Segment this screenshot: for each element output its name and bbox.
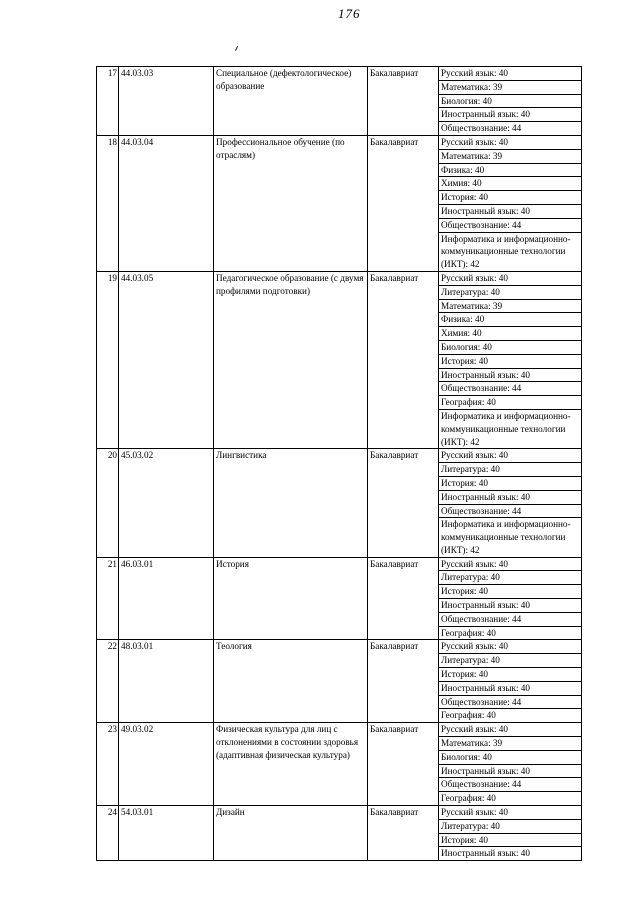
subject-min-score: Иностранный язык: 40	[439, 369, 581, 383]
program-code-cell: 54.03.01	[119, 806, 214, 861]
subject-min-score: Иностранный язык: 40	[439, 765, 581, 779]
subject-min-score: Математика: 39	[439, 150, 581, 164]
program-name-cell: Педагогическое образование (с двумя профилями подготовки)	[214, 272, 368, 449]
row-number-cell: 21	[97, 558, 119, 641]
subject-min-score: Обществознание: 44	[439, 778, 581, 792]
subject-min-score: Русский язык: 40	[439, 136, 581, 150]
education-level-cell: Бакалавриат	[368, 136, 439, 272]
subject-min-score: География: 40	[441, 710, 496, 721]
subject-min-score: Обществознание: 44	[439, 505, 581, 519]
subject-min-score: История: 40	[439, 834, 581, 848]
subject-min-score: Иностранный язык: 40	[439, 205, 581, 219]
program-code-cell: 44.03.04	[119, 136, 214, 272]
subjects-cell	[439, 272, 582, 449]
subject-min-score: Литература: 40	[439, 654, 581, 668]
program-code-cell: 44.03.05	[119, 272, 214, 449]
subject-min-score: Обществознание: 44	[439, 219, 581, 233]
subject-min-score: Математика: 39	[439, 81, 581, 95]
subject-min-score: География: 40	[441, 627, 496, 638]
subject-min-score: Информатика и информационно-коммуникационные технологии (ИКТ): 42	[441, 519, 571, 555]
subject-min-score: Литература: 40	[439, 463, 581, 477]
subject-min-score: География: 40	[439, 396, 581, 410]
table-row	[97, 66, 582, 136]
subject-min-score: Русский язык: 40	[439, 806, 581, 820]
subject-min-score: Обществознание: 44	[441, 123, 522, 134]
subjects-cell	[439, 66, 582, 136]
subject-min-score: Биология: 40	[439, 341, 581, 355]
subject-min-score: Русский язык: 40	[439, 723, 581, 737]
subject-min-score: Обществознание: 44	[439, 696, 581, 710]
program-name-cell: Теология	[214, 640, 368, 723]
subject-min-score: Литература: 40	[439, 820, 581, 834]
program-name-cell: Дизайн	[214, 806, 368, 861]
subject-min-score: Информатика и информационно-коммуникационные технологии (ИКТ): 42	[441, 410, 571, 447]
subject-min-score: Информатика и информационно-коммуникационные технологии (ИКТ): 42	[441, 233, 571, 270]
education-level-cell: Бакалавриат	[368, 723, 439, 806]
subject-min-score: Иностранный язык: 40	[439, 682, 581, 696]
table-row	[97, 272, 582, 449]
subjects-cell	[439, 449, 582, 557]
row-number-cell: 23	[97, 723, 119, 806]
subject-min-score: Русский язык: 40	[439, 640, 581, 654]
subject-min-score: Иностранный язык: 40	[441, 848, 530, 859]
subject-min-score: Физика: 40	[439, 313, 581, 327]
subjects-cell	[439, 640, 582, 723]
program-name-cell: Профессиональное обучение (по отраслям)	[214, 136, 368, 272]
education-level-cell: Бакалавриат	[368, 66, 439, 136]
subject-min-score: Иностранный язык: 40	[439, 599, 581, 613]
subject-min-score: География: 40	[441, 793, 496, 804]
pen-mark	[235, 46, 238, 51]
subject-min-score: Математика: 39	[439, 737, 581, 751]
subjects-cell	[439, 723, 582, 806]
admission-requirements-table	[96, 66, 582, 861]
education-level-cell: Бакалавриат	[368, 806, 439, 861]
subject-min-score: Русский язык: 40	[439, 67, 581, 81]
program-code-cell: 45.03.02	[119, 449, 214, 557]
subject-min-score: Химия: 40	[439, 327, 581, 341]
subject-min-score: Физика: 40	[439, 164, 581, 178]
row-number-cell: 17	[97, 66, 119, 136]
program-name-cell: Физическая культура для лиц с отклонениями в состоянии здоровья (адаптивная физическая культура)	[214, 723, 368, 806]
program-code-cell: 49.03.02	[119, 723, 214, 806]
subject-min-score: История: 40	[439, 191, 581, 205]
subject-min-score: История: 40	[439, 355, 581, 369]
subject-min-score: Русский язык: 40	[439, 449, 581, 463]
subjects-cell	[439, 136, 582, 272]
table-row	[97, 449, 582, 557]
subject-min-score: Биология: 40	[439, 95, 581, 109]
subjects-cell	[439, 806, 582, 861]
program-code-cell: 48.03.01	[119, 640, 214, 723]
table-row	[97, 640, 582, 723]
education-level-cell: Бакалавриат	[368, 272, 439, 449]
subject-min-score: Иностранный язык: 40	[439, 108, 581, 122]
subject-min-score: История: 40	[439, 477, 581, 491]
table-row	[97, 136, 582, 272]
subject-min-score: Обществознание: 44	[439, 382, 581, 396]
subject-min-score: Русский язык: 40	[439, 272, 581, 286]
subject-min-score: История: 40	[439, 585, 581, 599]
row-number-cell: 24	[97, 806, 119, 861]
subject-min-score: Иностранный язык: 40	[439, 491, 581, 505]
row-number-cell: 19	[97, 272, 119, 449]
program-name-cell: Специальное (дефектологическое) образование	[214, 66, 368, 136]
row-number-cell: 20	[97, 449, 119, 557]
education-level-cell: Бакалавриат	[368, 449, 439, 557]
subject-min-score: История: 40	[439, 668, 581, 682]
subject-min-score: Литература: 40	[439, 571, 581, 585]
row-number-cell: 18	[97, 136, 119, 272]
subject-min-score: Математика: 39	[439, 300, 581, 314]
table-row	[97, 806, 582, 861]
program-code-cell: 46.03.01	[119, 558, 214, 641]
subject-min-score: Биология: 40	[439, 751, 581, 765]
page-number-mark: 176	[338, 6, 361, 21]
subject-min-score: Русский язык: 40	[439, 558, 581, 572]
subject-min-score: Обществознание: 44	[439, 613, 581, 627]
program-code-cell: 44.03.03	[119, 66, 214, 136]
program-name-cell: Лингвистика	[214, 449, 368, 557]
subjects-cell	[439, 558, 582, 641]
subject-min-score: Химия: 40	[439, 177, 581, 191]
table-row	[97, 723, 582, 806]
row-number-cell: 22	[97, 640, 119, 723]
education-level-cell: Бакалавриат	[368, 640, 439, 723]
program-name-cell: История	[214, 558, 368, 641]
subject-min-score: Литература: 40	[439, 286, 581, 300]
education-level-cell: Бакалавриат	[368, 558, 439, 641]
table-row	[97, 558, 582, 641]
